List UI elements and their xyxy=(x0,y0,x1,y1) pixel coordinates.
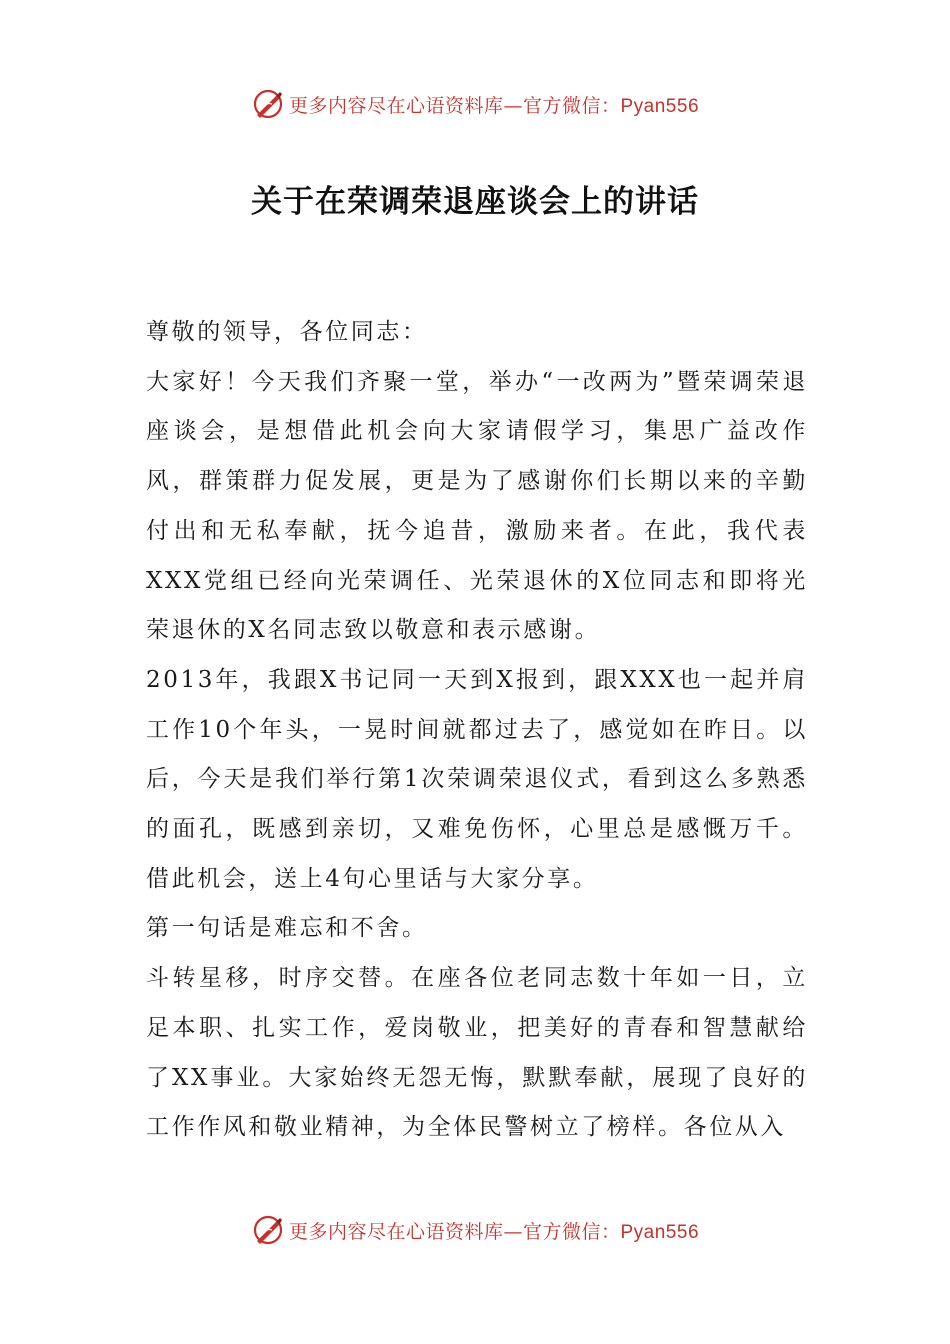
footer-watermark xyxy=(0,1210,950,1250)
pen-logo-icon xyxy=(251,87,285,121)
paragraph-2: 2013年，我跟X书记同一天到X报到，跟XXX也一起并肩工作10个年头，一晃时间就都过去了，感觉如在昨日。以后，今天是我们举行第1次荣调荣退仪式，看到这么多熟悉的面孔，既感到亲切，又难免伤怀，心里总是感慨万千。借此机会，送上4句心里话与大家分享。 xyxy=(146,666,808,892)
salutation: 尊敬的领导，各位同志： xyxy=(146,319,428,345)
paragraph-3: 斗转星移，时序交替。在座各位老同志数十年如一日，立足本职、扎实工作，爱岗敬业，把美好的青春和智慧献给了XX事业。大家始终无怨无悔，默默奉献，展现了良好的工作作风和敬业精神，为全体民警树立了榜样。各位从入 xyxy=(146,965,808,1141)
watermark-text: 更多内容尽在心语资料库—官方微信：Pyan556 xyxy=(288,94,700,117)
watermark-text: 更多内容尽在心语资料库—官方微信：Pyan556 xyxy=(288,1220,700,1243)
document-title: 关于在荣调荣退座谈会上的讲话 xyxy=(251,184,699,220)
paragraph-1: 大家好！今天我们齐聚一堂，举办“一改两为”暨荣调荣退座谈会，是想借此机会向大家请假学习，集思广益改作风，群策群力促发展，更是为了感谢你们长期以来的辛勤付出和无私奉献，抚今追昔，激励来者。在此，我代表XXX党组已经向光荣调任、光荣退休的X位同志和即将光荣退休的X名同志致以敬意和表示感谢。 xyxy=(146,368,808,644)
section-heading-1: 第一句话是难忘和不舍。 xyxy=(146,915,428,942)
pen-logo-icon xyxy=(251,1213,285,1247)
wechat-id: Pyan556 xyxy=(620,1221,700,1243)
wechat-id: Pyan556 xyxy=(620,95,700,117)
document-body xyxy=(146,308,808,1202)
header-watermark xyxy=(0,84,950,124)
